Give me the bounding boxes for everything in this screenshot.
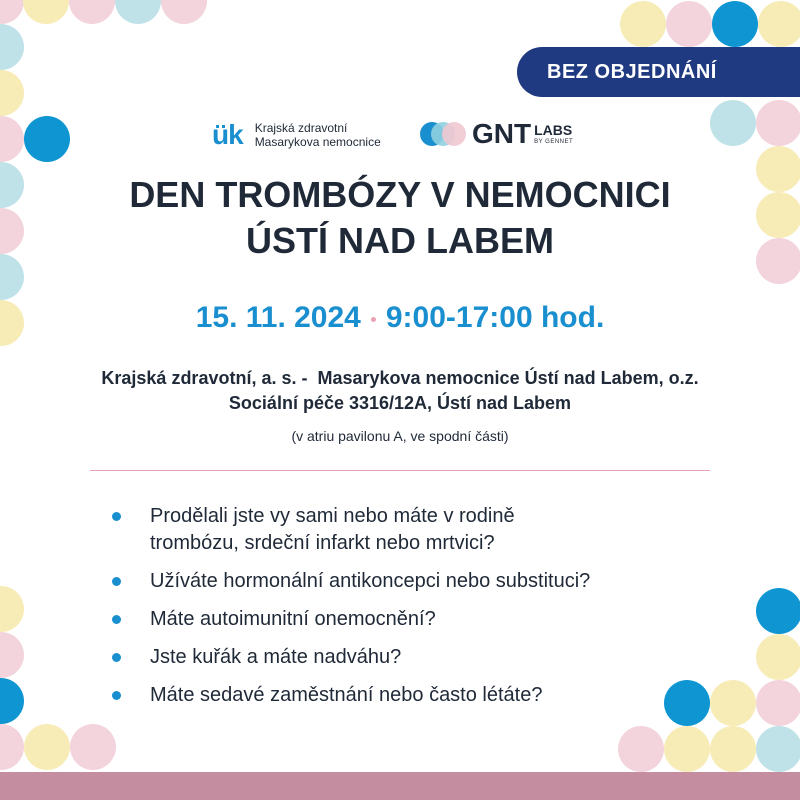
decorative-dot bbox=[0, 0, 24, 24]
kz-logo-line2: Masarykova nemocnice bbox=[254, 135, 381, 149]
divider bbox=[90, 470, 710, 471]
decorative-dot bbox=[710, 680, 756, 726]
kz-logo-mark: ük bbox=[212, 119, 243, 150]
decorative-dot bbox=[758, 1, 800, 47]
gnt-circles-icon bbox=[420, 122, 466, 146]
no-appointment-badge: BEZ OBJEDNÁNÍ bbox=[517, 47, 800, 97]
decorative-dot bbox=[712, 1, 758, 47]
event-datetime bbox=[0, 298, 800, 338]
decorative-dot bbox=[620, 1, 666, 47]
event-title-line1: DEN TROMBÓZY V NEMOCNICI bbox=[129, 174, 671, 215]
kz-logo-line1: Krajská zdravotní bbox=[254, 121, 348, 135]
decorative-dot bbox=[756, 634, 800, 680]
question-text: Máte autoimunitní onemocnění? bbox=[150, 608, 436, 630]
event-title bbox=[0, 172, 800, 264]
question-item bbox=[110, 644, 710, 671]
decorative-dot bbox=[24, 724, 70, 770]
decorative-dot bbox=[24, 116, 70, 162]
bullet-icon bbox=[112, 512, 121, 521]
decorative-dot bbox=[0, 724, 24, 770]
decorative-dot bbox=[756, 726, 800, 772]
question-list bbox=[110, 503, 710, 720]
decorative-dot bbox=[0, 24, 24, 70]
bullet-icon bbox=[112, 615, 121, 624]
location-note: (v atriu pavilonu A, ve spodní části) bbox=[291, 428, 509, 444]
event-date: 15. 11. 2024 bbox=[195, 301, 361, 334]
event-address bbox=[0, 366, 800, 416]
bullet-icon bbox=[112, 691, 121, 700]
decorative-dot bbox=[666, 1, 712, 47]
decorative-dot bbox=[756, 588, 800, 634]
decorative-dot bbox=[0, 70, 24, 116]
address-line1: Krajská zdravotní, a. s. - Masarykova nemocnice Ústí nad Labem, o.z. bbox=[101, 368, 699, 388]
decorative-dot bbox=[710, 100, 756, 146]
decorative-dot bbox=[664, 726, 710, 772]
question-text: Máte sedavé zaměstnání nebo často létáte? bbox=[150, 684, 543, 706]
question-item bbox=[110, 503, 710, 557]
gnt-logo-word: GNT bbox=[472, 118, 532, 149]
question-text: Užíváte hormonální antikoncepci nebo substituci? bbox=[150, 570, 591, 592]
decorative-dot bbox=[0, 678, 24, 724]
question-item bbox=[110, 568, 710, 595]
gnt-labs-logo bbox=[420, 116, 573, 152]
question-item bbox=[110, 682, 710, 709]
event-time: 9:00-17:00 hod. bbox=[385, 301, 605, 334]
kz-logo-text bbox=[255, 121, 381, 149]
question-text: Prodělali jste vy sami nebo máte v rodině bbox=[150, 505, 515, 527]
decorative-dot bbox=[115, 0, 161, 24]
decorative-dot bbox=[0, 586, 24, 632]
question-item bbox=[110, 606, 710, 633]
decorative-dot bbox=[161, 0, 207, 24]
event-title-line2: ÚSTÍ NAD LABEM bbox=[246, 220, 554, 261]
decorative-dot bbox=[756, 100, 800, 146]
question-text: Jste kuřák a máte nadváhu? bbox=[150, 646, 402, 668]
separator-dot-icon bbox=[371, 317, 376, 322]
decorative-dot bbox=[618, 726, 664, 772]
bullet-icon bbox=[112, 577, 121, 586]
kz-logo bbox=[212, 118, 381, 152]
bottom-bar bbox=[0, 772, 800, 800]
decorative-dot bbox=[756, 680, 800, 726]
decorative-dot bbox=[23, 0, 69, 24]
decorative-dot bbox=[710, 726, 756, 772]
gnt-logo-byline: BY GENNET bbox=[534, 139, 574, 145]
gnt-logo-labs-text: LABS bbox=[534, 122, 573, 138]
bullet-icon bbox=[112, 653, 121, 662]
question-text: trombózu, srdeční infarkt nebo mrtvici? bbox=[150, 532, 495, 554]
decorative-dot bbox=[69, 0, 115, 24]
decorative-dot bbox=[0, 116, 24, 162]
gnt-logo-labs bbox=[534, 123, 573, 145]
decorative-dot bbox=[0, 632, 24, 678]
address-line2: Sociální péče 3316/12A, Ústí nad Labem bbox=[228, 393, 572, 413]
decorative-dot bbox=[70, 724, 116, 770]
